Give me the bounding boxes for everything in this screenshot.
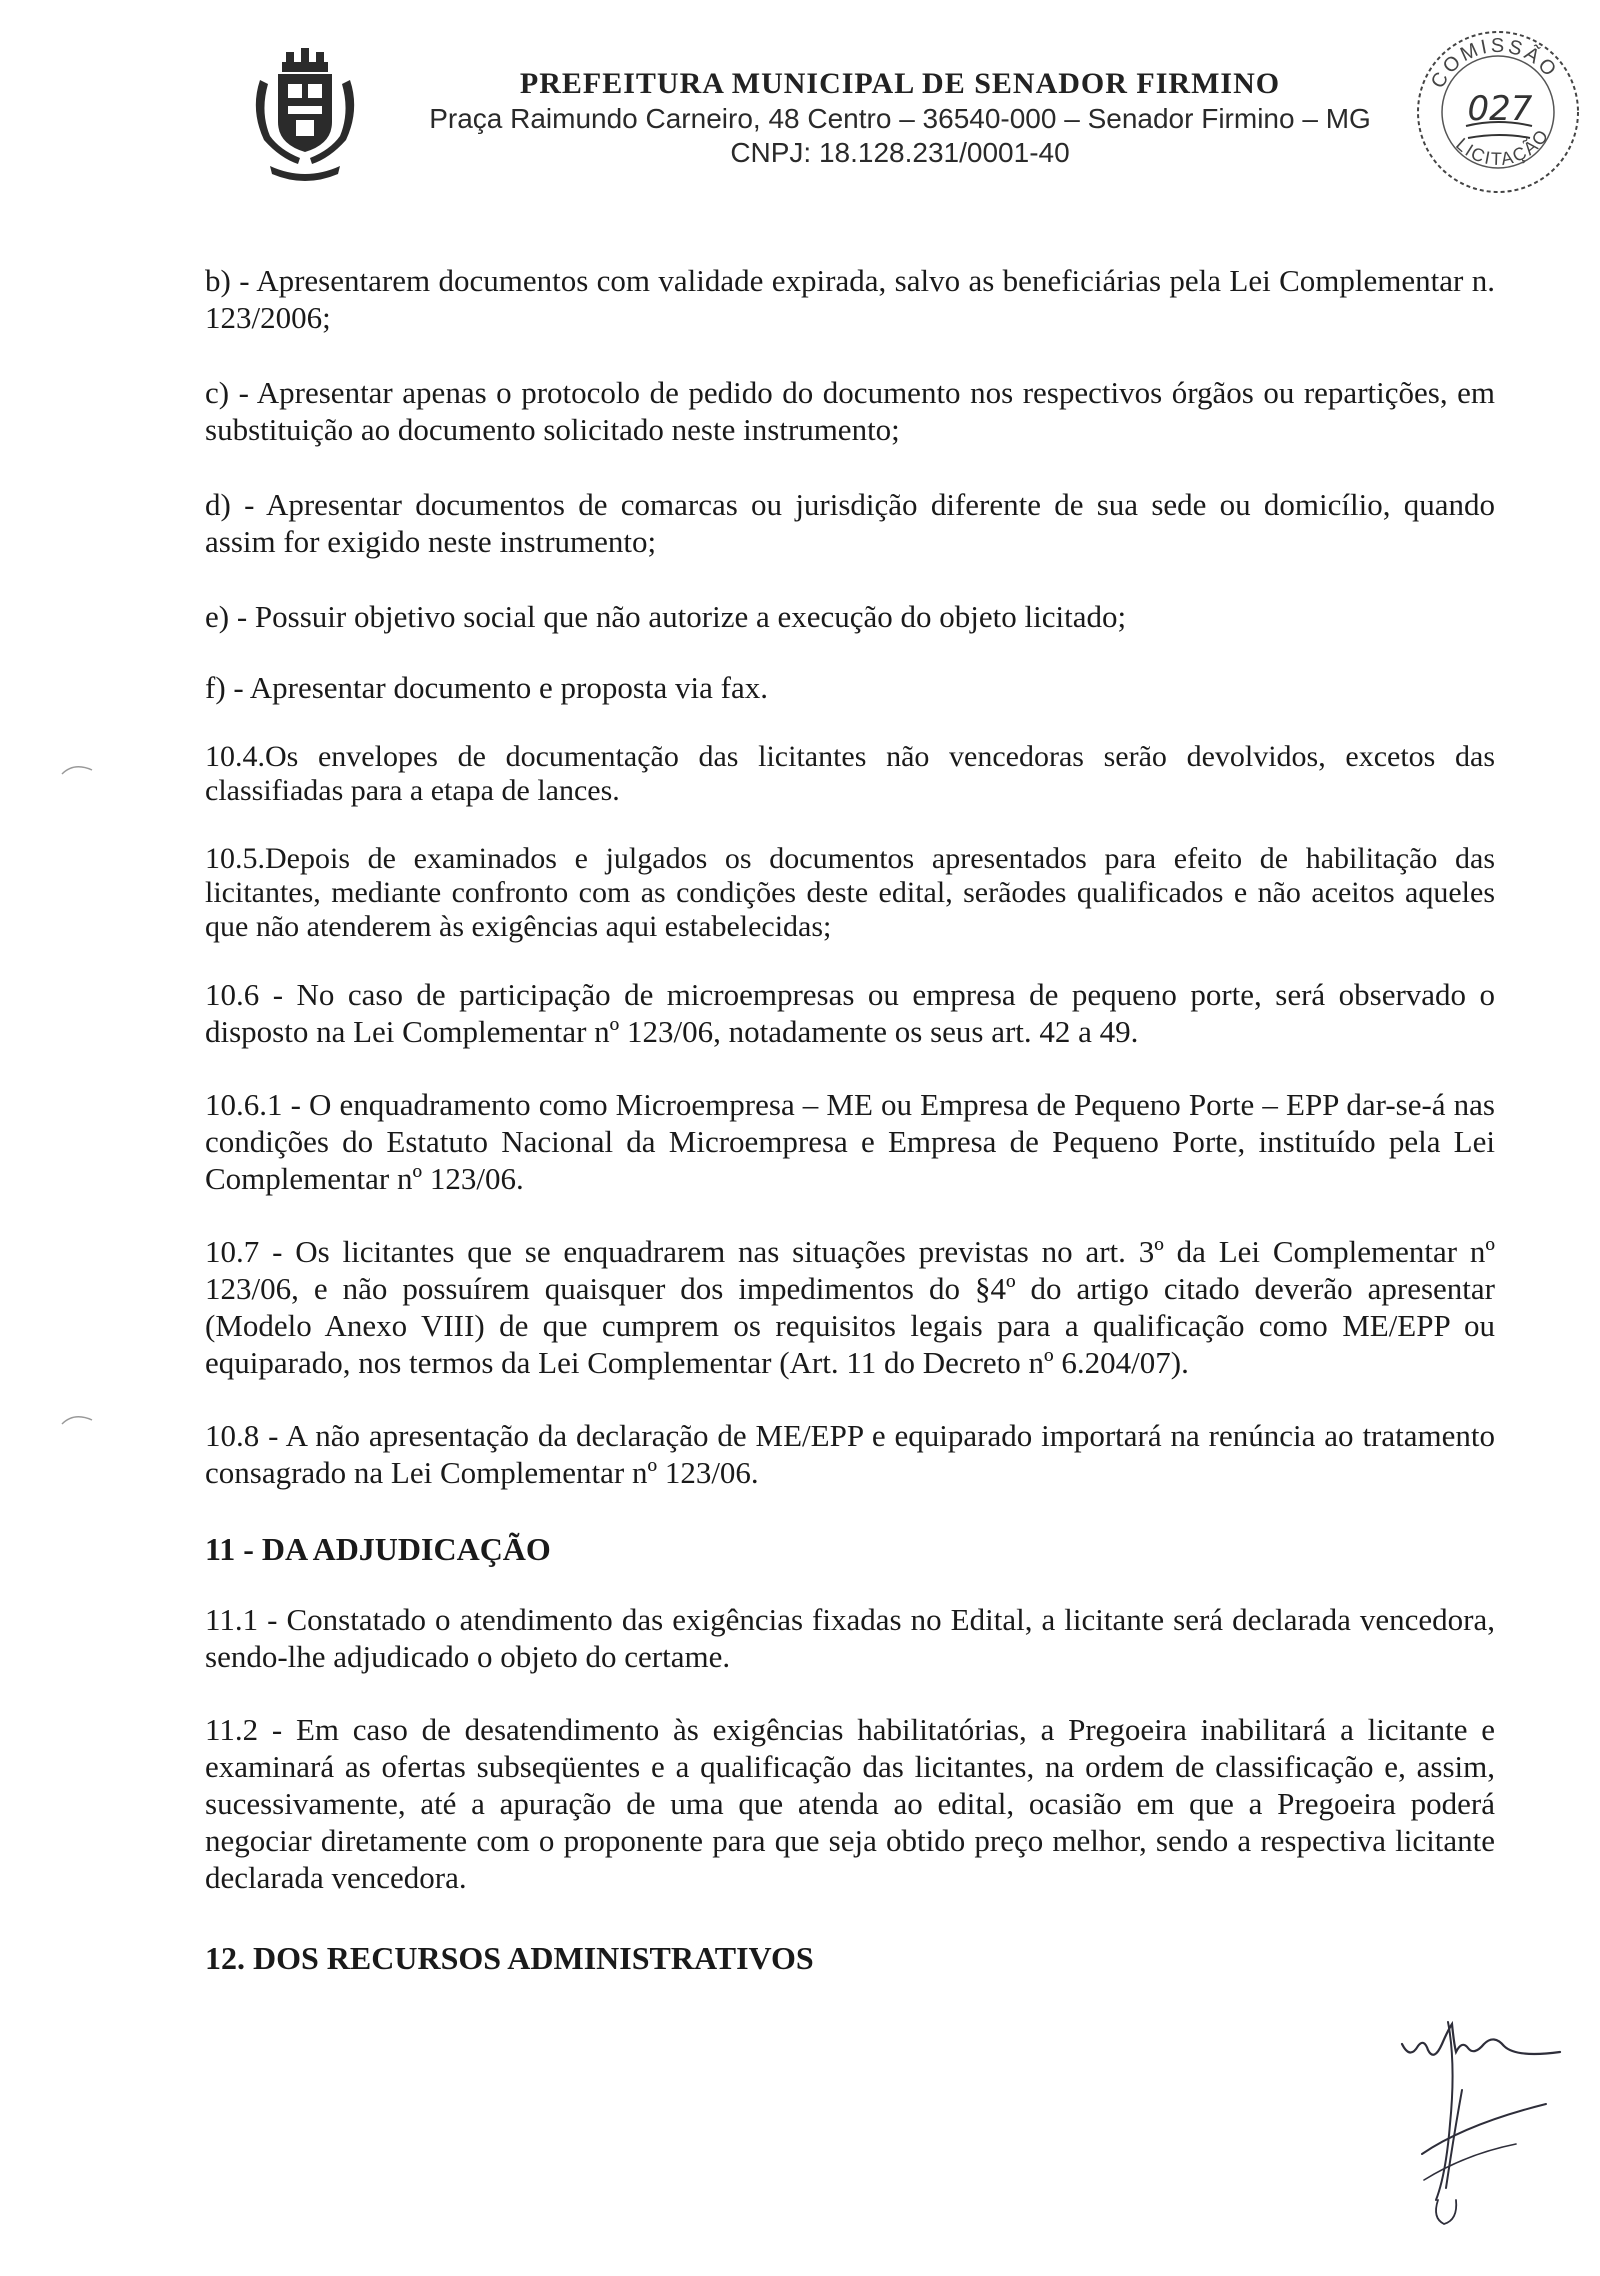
stamp-top-text: COMISSÃO xyxy=(1426,34,1563,93)
page-header xyxy=(0,34,1600,200)
clause-10-4: 10.4.Os envelopes de documentação das licitantes não vencedoras serão devolvidos, excetos das classifiadas para a etapa de lances. xyxy=(205,740,1495,807)
document-body xyxy=(205,262,1495,1978)
clause-11-1: 11.1 - Constatado o atendimento das exigências fixadas no Edital, a licitante será declarada vencedora, sendo-lhe adjudicado o objeto do certame. xyxy=(205,1602,1495,1674)
margin-mark-icon xyxy=(60,1412,94,1426)
clause-10-5: 10.5.Depois de examinados e julgados os documentos apresentados para efeito de habilitação das licitantes, mediante confronto com as condições deste edital, serãodes qualificados e não aceitos aqueles que não atenderem às exigências aqui estabelecidas; xyxy=(205,842,1495,943)
commission-stamp-icon xyxy=(1408,22,1588,202)
svg-text:LICITAÇÃO xyxy=(1452,125,1553,169)
stamp-number: 027 xyxy=(1467,89,1533,129)
municipal-crest-icon xyxy=(240,40,370,190)
municipality-cnpj: CNPJ: 18.128.231/0001-40 xyxy=(730,137,1070,168)
section-12-heading: 12. DOS RECURSOS ADMINISTRATIVOS xyxy=(205,1940,814,1976)
stamp-bottom-text: LICITAÇÃO xyxy=(1452,124,1554,170)
item-f: f) - Apresentar documento e proposta via fax. xyxy=(205,670,768,705)
section-11-heading: 11 - DA ADJUDICAÇÃO xyxy=(205,1531,551,1567)
svg-text:COMISSÃO xyxy=(1427,35,1562,92)
header-text-block xyxy=(400,66,1400,170)
handwritten-signature-icon xyxy=(1396,2004,1566,2254)
item-e: e) - Possuir objetivo social que não autorize a execução do objeto licitado; xyxy=(205,599,1127,634)
clause-10-7: 10.7 - Os licitantes que se enquadrarem nas situações previstas no art. 3º da Lei Complementar nº 123/06, e não possuírem quaisquer dos impedimentos do §4º do artigo citado deverão apresentar (Modelo Anexo VIII) de que cumprem os requisitos legais para a qualificação como ME/EPP ou equiparado, nos termos da Lei Complementar (Art. 11 do Decreto nº 6.204/07). xyxy=(205,1234,1495,1380)
clause-10-8: 10.8 - A não apresentação da declaração de ME/EPP e equiparado importará na renúncia ao tratamento consagrado na Lei Complementar nº 123/06. xyxy=(205,1418,1495,1490)
clause-10-6: 10.6 - No caso de participação de microempresas ou empresa de pequeno porte, será observado o disposto na Lei Complementar nº 123/06, notadamente os seus art. 42 a 49. xyxy=(205,977,1495,1049)
item-d: d) - Apresentar documentos de comarcas ou jurisdição diferente de sua sede ou domicílio, quando assim for exigido neste instrumento; xyxy=(205,487,1495,559)
margin-mark-icon xyxy=(60,762,94,776)
item-b: b) - Apresentarem documentos com validade expirada, salvo as beneficiárias pela Lei Complementar n. 123/2006; xyxy=(205,263,1495,335)
clause-10-6-1: 10.6.1 - O enquadramento como Microempresa – ME ou Empresa de Pequeno Porte – EPP dar-se-á nas condições do Estatuto Nacional da Microempresa e Empresa de Pequeno Porte, instituído pela Lei Complementar nº 123/06. xyxy=(205,1087,1495,1196)
clause-11-2: 11.2 - Em caso de desatendimento às exigências habilitatórias, a Pregoeira inabilitará a licitante e examinará as ofertas subseqüentes e a qualificação das licitantes, na ordem de classificação e, assim, sucessivamente, até a apuração de uma que atenda ao edital, ocasião em que a Pregoeira poderá negociar diretamente com o proponente para que seja obtido preço melhor, sendo a respectiva licitante declarada vencedora. xyxy=(205,1712,1495,1895)
municipality-title: PREFEITURA MUNICIPAL DE SENADOR FIRMINO xyxy=(519,67,1281,100)
municipality-address: Praça Raimundo Carneiro, 48 Centro – 36540-000 – Senador Firmino – MG xyxy=(429,103,1371,134)
item-c: c) - Apresentar apenas o protocolo de pedido do documento nos respectivos órgãos ou repartições, em substituição ao documento solicitado neste instrumento; xyxy=(205,375,1495,447)
